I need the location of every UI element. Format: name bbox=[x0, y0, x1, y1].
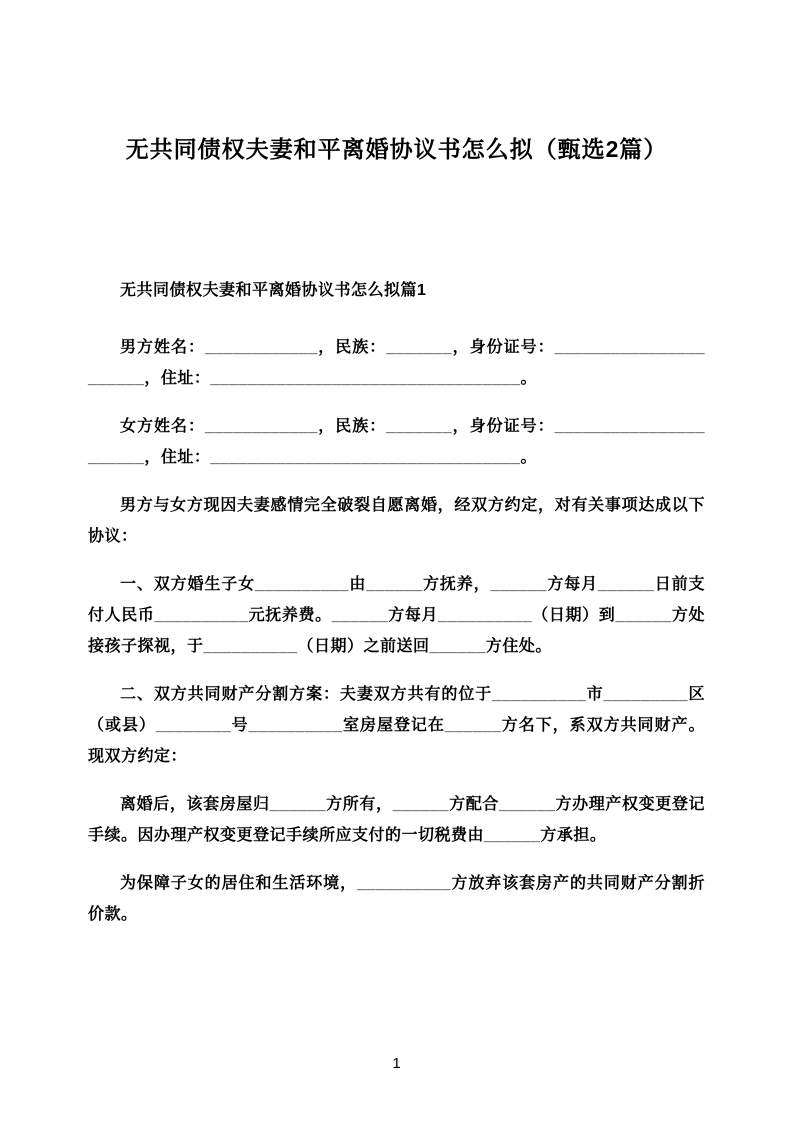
paragraph-property-transfer-terms: 离婚后，该套房屋归______方所有，______方配合______方办理产权变更登记手续。因办理产权变更登记手续所应支付的一切税费由______方承担。 bbox=[88, 796, 705, 844]
paragraph-female-party-info: 女方姓名：____________，民族：_______，身份证号：______________________，住址：_________________________________。 bbox=[88, 418, 705, 466]
paragraph-male-party-info: 男方姓名：____________，民族：_______，身份证号：______________________，住址：_________________________________。 bbox=[88, 339, 705, 387]
paragraph-clause-2-property-division: 二、双方共同财产分割方案：夫妻双方共有的位于__________市_________区（或县）________号__________室房屋登记在______方名下，系双方共同财产。现双方约定： bbox=[88, 686, 705, 765]
section-heading: 无共同债权夫妻和平离婚协议书怎么拟篇1 bbox=[120, 282, 427, 299]
paragraph-clause-1-child-custody: 一、双方婚生子女__________由______方抚养，______方每月______日前支付人民币__________元抚养费。______方每月__________（日期）到______方处接孩子探视，于__________（日期）之前送回______方住处。 bbox=[88, 576, 705, 655]
paragraph-agreement-intro: 男方与女方现因夫妻感情完全破裂自愿离婚，经双方约定，对有关事项达成以下协议： bbox=[88, 497, 705, 545]
page-number: 1 bbox=[392, 1055, 401, 1072]
document-title: 无共同债权夫妻和平离婚协议书怎么拟（甄选2篇） bbox=[125, 136, 668, 162]
paragraph-property-waiver: 为保障子女的居住和生活环境，__________方放弃该套房产的共同财产分割折价款。 bbox=[88, 875, 705, 923]
